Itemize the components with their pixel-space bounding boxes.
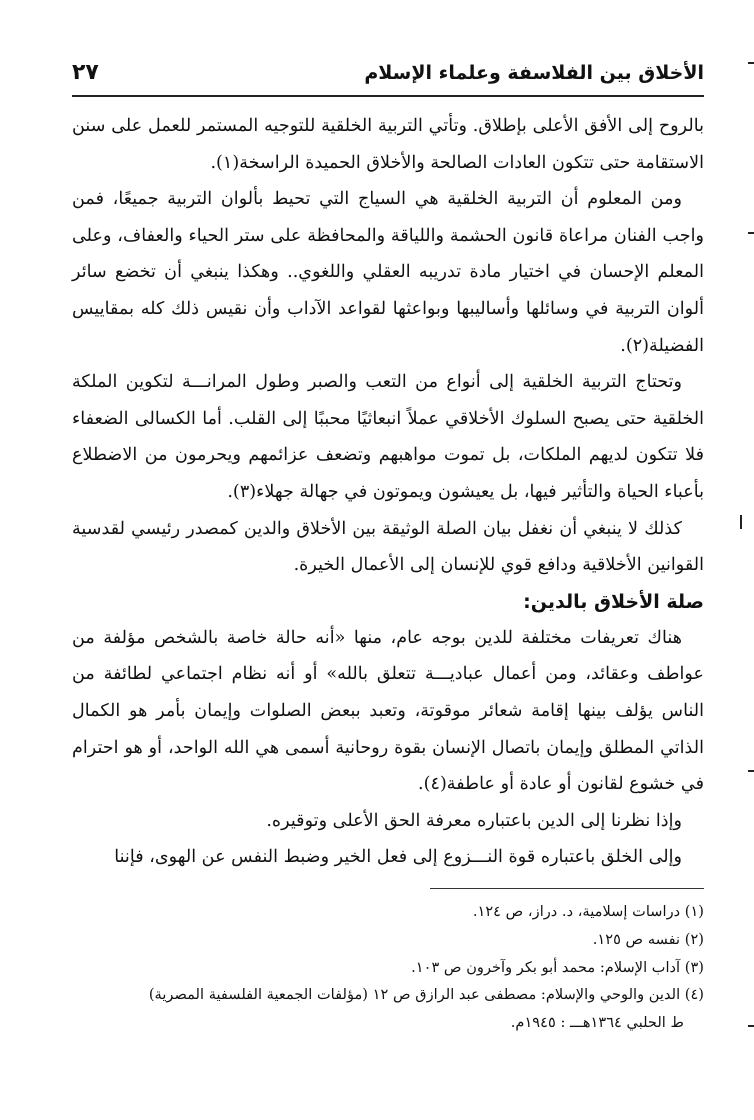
scan-edge-mark (748, 1025, 754, 1027)
header-title: الأخلاق بين الفلاسفة وعلماء الإسلام (364, 62, 704, 84)
paragraph-2: ومن المعلوم أن التربية الخلقية هي السياج التي تحيط بألوان التربية جميعًا، فمن واجب الفنان مراعاة قانون الحشمة واللياقة والمحافظة على ستر الحياء والعفاف، وعلى المعلم الإحسان في اختيار مادة تدريبه العقلي واللغوي.. وهكذا ينبغي أن تخضع سائر ألوان التربية في وسائلها وأساليبها وبواعثها لقواعد الآداب وأن نقيس ذلك كله بمقاييس الفضيلة(٢). (72, 189, 704, 356)
footnote-4-continuation: ط الحلبي ١٣٦٤هـــ : ١٩٤٥م. (510, 1014, 684, 1032)
paragraph-3: وتحتاج التربية الخلقية إلى أنواع من التعب والصبر وطول المرانـــة لتكوين الملكة الخلقية حتى يصبح السلوك الأخلاقي عملاً انبعاثيًا محببًا إلى القلب. أما الكسالى الضعفاء فلا تتكون لديهم الملكات، بل تموت مواهبهم وتضعف عزائمهم ويحرمون من الاضطلاع بأعباء الحياة والتأثير فيها، بل يعيشون ويموتون في جهالة جهلاء(٣). (72, 372, 704, 502)
footnote-3: (٣) آداب الإسلام: محمد أبو بكر وآخرون ص ١٠٣. (411, 958, 704, 976)
footnote-4: (٤) الدين والوحي والإسلام: مصطفى عبد الرازق ص ١٢ (مؤلفات الجمعية الفلسفية المصرية) (148, 986, 704, 1004)
footnote-2: (٢) نفسه ص ١٢٥. (592, 930, 704, 948)
paragraph-4: كذلك لا ينبغي أن نغفل بيان الصلة الوثيقة بين الأخلاق والدين كمصدر رئيسي لقدسية القوانين الأخلاقية ودافع قوي للإنسان إلى الأعمال الخيرة. (72, 518, 704, 576)
section-heading: صلة الأخلاق بالدين: (523, 590, 704, 613)
page-number: ٢٧ (72, 60, 99, 85)
paragraph-1: بالروح إلى الأفق الأعلى بإطلاق. وتأتي التربية الخلقية للتوجيه المستمر للعمل على سنن الاستقامة حتى تتكون العادات الصالحة والأخلاق الحميدة الراسخة(١). (72, 116, 704, 173)
paragraph-5: هناك تعريفات مختلفة للدين بوجه عام، منها «أنه حالة خاصة بالشخص مؤلفة من عواطف وعقائد، ومن أعمال عباديـــة تتعلق بالله» أو أنه نظام اجتماعي لطائفة من الناس يؤلف بينها إقامة شعائر موقوتة، وتعبد ببعض الصلوات وإيمان بأمر هو الكمال الذاتي المطلق وإيمان باتصال الإنسان بقوة روحانية أسمى هي الله الواحد، أو هو احترام في خشوع لقانون أو عادة أو عاطفة(٤). (72, 627, 704, 795)
footnote-1: (١) دراسات إسلامية، د. دراز، ص ١٢٤. (472, 903, 704, 920)
footnote-rule (430, 888, 704, 889)
running-header (72, 58, 704, 92)
main-text (72, 108, 704, 876)
paragraph-6: وإذا نظرنا إلى الدين باعتباره معرفة الحق الأعلى وتوقيره. (266, 810, 682, 831)
scan-edge-mark (748, 62, 754, 64)
paragraph-7: وإلى الخلق باعتباره قوة النـــزوع إلى فعل الخير وضبط النفس عن الهوى، فإننا (114, 847, 682, 868)
header-rule (72, 95, 704, 97)
footnotes (72, 898, 704, 1037)
scan-edge-mark (748, 232, 754, 234)
scan-edge-mark (748, 770, 754, 772)
scan-edge-mark (740, 515, 742, 529)
